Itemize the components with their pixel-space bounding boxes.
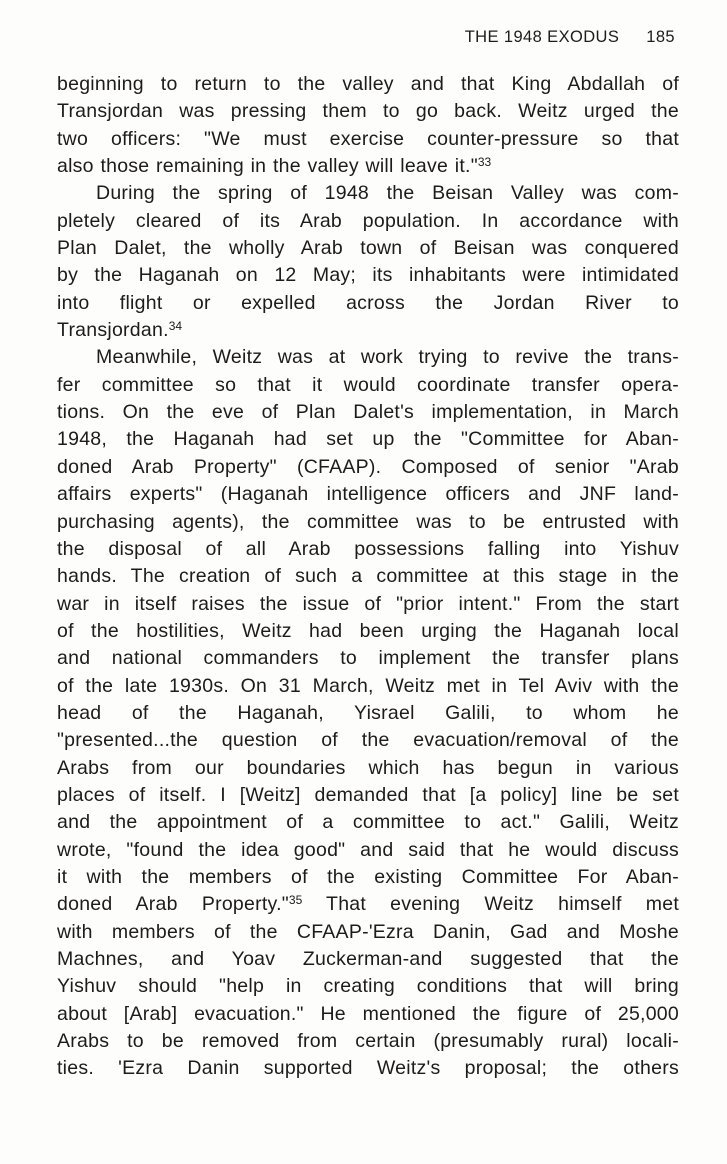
text-line: by the Haganah on 12 May; its inhabitants were intimidated — [57, 264, 679, 287]
text-line: it with the members of the existing Committee For Aban- — [57, 865, 679, 888]
text-line: and national commanders to implement the transfer plans — [57, 647, 679, 670]
text-line: doned Arab Property."$^{35}$ That evening Weitz himself met — [57, 893, 680, 916]
text-line: "presented...the question of the evacuation/removal of the — [57, 729, 679, 752]
text-line: of the hostilities, Weitz had been urging the Haganah local — [57, 619, 679, 642]
text-line: ties. 'Ezra Danin supported Weitz's proposal; the others — [57, 1057, 679, 1080]
footnote-ref: 34 — [168, 319, 183, 334]
text-line: also those remaining in the valley will leave it."$^{33}$ — [57, 155, 492, 178]
text-line: hands. The creation of such a committee at this stage in the — [57, 565, 679, 588]
text-line: with members of the CFAAP-'Ezra Danin, Gad and Moshe — [57, 920, 679, 943]
running-header — [465, 28, 675, 47]
paragraph — [57, 180, 679, 344]
text-line: doned Arab Property" (CFAAP). Composed of senior "Arab — [57, 455, 679, 478]
text-line: tions. On the eve of Plan Dalet's implementation, in March — [57, 401, 679, 424]
text-line: beginning to return to the valley and that King Abdallah of — [57, 73, 679, 95]
text-line: about [Arab] evacuation." He mentioned the figure of 25,000 — [57, 1002, 679, 1025]
text-line: affairs experts" (Haganah intelligence officers and JNF land- — [57, 483, 679, 506]
text-line: places of itself. I [Weitz] demanded that [a policy] line be set — [57, 783, 679, 806]
text-line: purchasing agents), the committee was to be entrusted with — [57, 510, 679, 533]
page-number: 185 — [646, 28, 675, 46]
text-line: head of the Haganah, Yisrael Galili, to whom he — [57, 701, 679, 724]
text-line: Plan Dalet, the wholly Arab town of Beisan was conquered — [57, 237, 679, 260]
text-line: Arabs to be removed from certain (presumably rural) locali- — [57, 1030, 679, 1053]
text-line: two officers: "We must exercise counter-pressure so that — [57, 127, 679, 150]
text-line: into flight or expelled across the Jordan River to — [57, 291, 679, 314]
running-header-title: THE 1948 EXODUS — [464, 28, 620, 46]
footnote-ref: 35 — [288, 893, 303, 908]
text-line: war in itself raises the issue of "prior intent." From the start — [57, 592, 679, 615]
text-line: Arabs from our boundaries which has begun in various — [57, 756, 679, 779]
text-line: fer committee so that it would coordinate transfer opera- — [57, 373, 679, 396]
paragraph — [57, 71, 679, 180]
text-line: Yishuv should "help in creating conditions that will bring — [57, 975, 679, 998]
text-line: Meanwhile, Weitz was at work trying to revive the trans- — [96, 346, 679, 369]
text-line: Machnes, and Yoav Zuckerman-and suggested that the — [57, 948, 679, 970]
paragraph — [57, 344, 679, 1082]
text-line: pletely cleared of its Arab population. In accordance with — [57, 209, 679, 232]
text-line: the disposal of all Arab possessions falling into Yishuv — [57, 537, 679, 560]
text-line: of the late 1930s. On 31 March, Weitz met in Tel Aviv with the — [57, 674, 679, 697]
text-line: and the appointment of a committee to act." Galili, Weitz — [57, 811, 679, 834]
text-line: During the spring of 1948 the Beisan Valley was com- — [96, 182, 679, 205]
text-line: 1948, the Haganah had set up the "Committee for Aban- — [57, 428, 679, 451]
text-line: Transjordan.$^{34}$ — [57, 319, 183, 342]
text-line: wrote, "found the idea good" and said that he would discuss — [57, 838, 679, 861]
text-line: Transjordan was pressing them to go back. Weitz urged the — [57, 100, 679, 123]
footnote-ref: 33 — [477, 155, 492, 170]
page-body — [57, 71, 679, 1083]
